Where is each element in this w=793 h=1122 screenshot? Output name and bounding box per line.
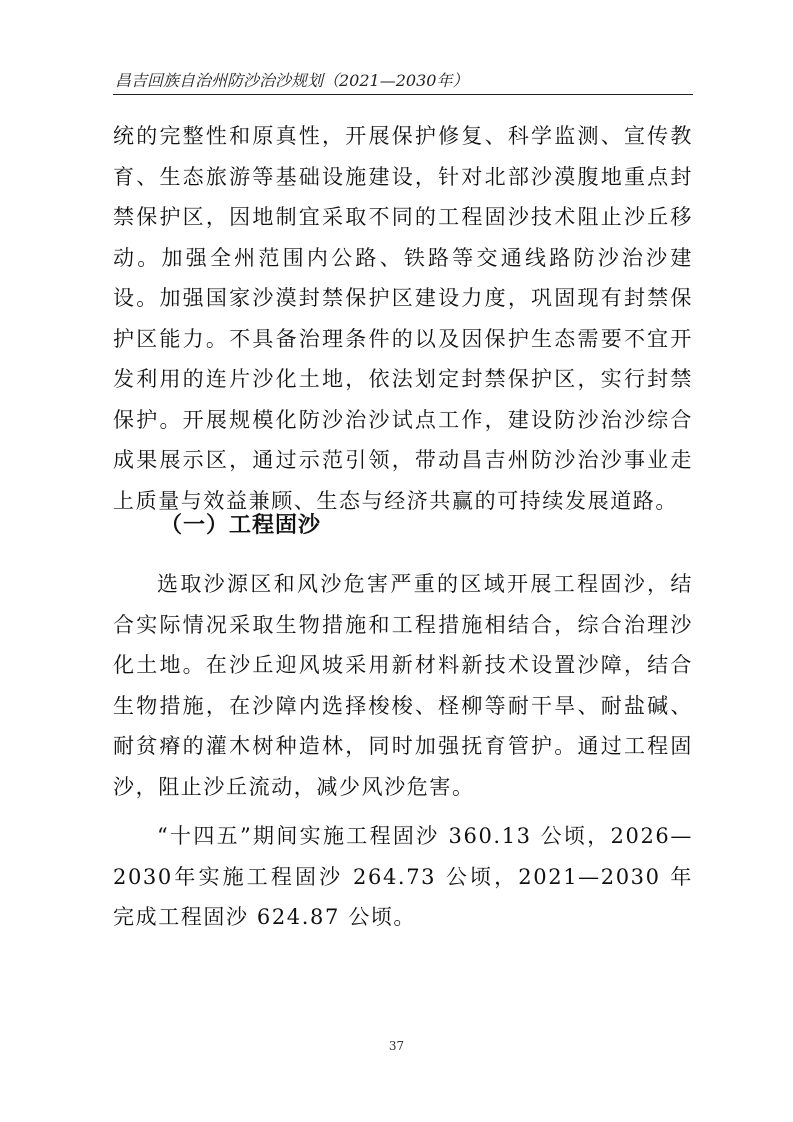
page-number: 37: [388, 1039, 405, 1053]
page-header: [113, 66, 693, 95]
body-paragraph-3: “十四五”期间实施工程固沙 360.13 公顷，2026—2030年实施工程固沙 264.73 公顷，2021—2030 年完成工程固沙 624.87 公顷。: [113, 824, 693, 929]
body-paragraph-2: 选取沙源区和风沙危害严重的区域开展工程固沙，结合实际情况采取生物措施和工程措施相结合，综合治理沙化土地。在沙丘迎风坡采用新材料新技术设置沙障，结合生物措施，在沙障内选择梭梭、柽柳等耐干旱、耐盐碱、耐贫瘠的灌木树种造林，同时加强抚育管护。通过工程固沙，阻止沙丘流动，减少风沙危害。: [113, 572, 693, 799]
header-title: 昌吉回族自治州防沙治沙规划（2021—2030年）: [115, 71, 469, 90]
section-heading: （一）工程固沙: [160, 513, 322, 538]
body-paragraph-1: 统的完整性和原真性，开展保护修复、科学监测、宣传教育、生态旅游等基础设施建设，针对北部沙漠腹地重点封禁保护区，因地制宜采取不同的工程固沙技术阻止沙丘移动。加强全州范围内公路、铁路等交通线路防沙治沙建设。加强国家沙漠封禁保护区建设力度，巩固现有封禁保护区能力。不具备治理条件的以及因保护生态需要不宜开发利用的连片沙化土地，依法划定封禁保护区，实行封禁保护。开展规模化防沙治沙试点工作，建设防沙治沙综合成果展示区，通过示范引领，带动昌吉州防沙治沙事业走上质量与效益兼顾、生态与经济共赢的可持续发展道路。: [113, 124, 693, 513]
